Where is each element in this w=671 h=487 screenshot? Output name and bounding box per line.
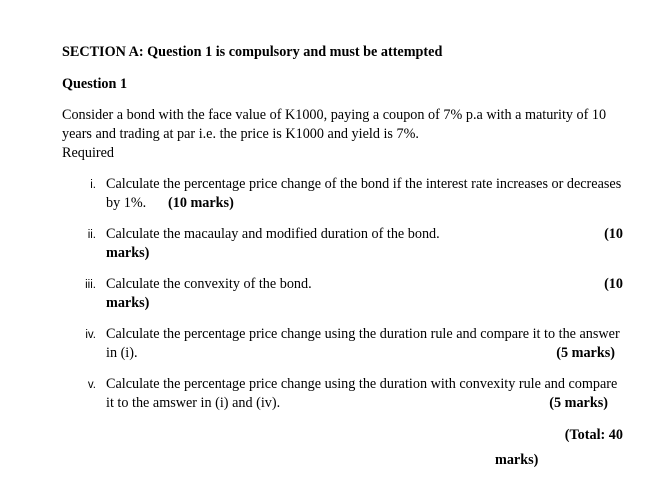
item-v-line-2: it to the amswer in (i) and (iv).	[106, 395, 281, 411]
total-marks-part1: (Total: 40	[564, 427, 623, 443]
intro-line-2: years and trading at par i.e. the price is K1000 and yield is 7%.	[62, 126, 419, 142]
question-heading: Question 1	[62, 76, 128, 92]
intro-line-1: Consider a bond with the face value of K1000, paying a coupon of 7% p.a with a maturity of 10	[62, 107, 607, 123]
item-iii-line-1: Calculate the convexity of the bond.	[106, 276, 312, 292]
item-iv-line-1: Calculate the percentage price change using the duration rule and compare it to the answer	[106, 326, 620, 342]
item-i-line-1: Calculate the percentage price change of the bond if the interest rate increases or decreases	[106, 176, 622, 192]
item-iv-line-2: in (i).	[106, 345, 138, 361]
required-label: Required	[62, 145, 115, 161]
section-heading: SECTION A: Question 1 is compulsory and must be attempted	[62, 44, 443, 60]
item-numeral-iii: iii.	[85, 279, 96, 291]
item-numeral-v: v.	[87, 379, 96, 391]
item-ii-line-1: Calculate the macaulay and modified duration of the bond.	[106, 226, 440, 242]
item-iii-marks-part2: marks)	[106, 295, 150, 311]
item-iii-marks-part1: (10	[604, 276, 623, 292]
item-ii-marks-part1: (10	[604, 226, 623, 242]
item-iv-marks: (5 marks)	[556, 345, 615, 361]
item-i-marks: (10 marks)	[168, 195, 234, 211]
item-ii-marks-part2: marks)	[106, 245, 150, 261]
item-v-marks: (5 marks)	[549, 395, 608, 411]
total-marks-part2: marks)	[495, 452, 539, 468]
item-numeral-ii: ii.	[87, 229, 96, 241]
item-numeral-iv: iv.	[85, 329, 96, 341]
item-i-line-2: by 1%.	[106, 195, 147, 211]
item-v-line-1: Calculate the percentage price change using the duration with convexity rule and compare	[106, 376, 618, 392]
item-numeral-i: i.	[90, 179, 96, 191]
